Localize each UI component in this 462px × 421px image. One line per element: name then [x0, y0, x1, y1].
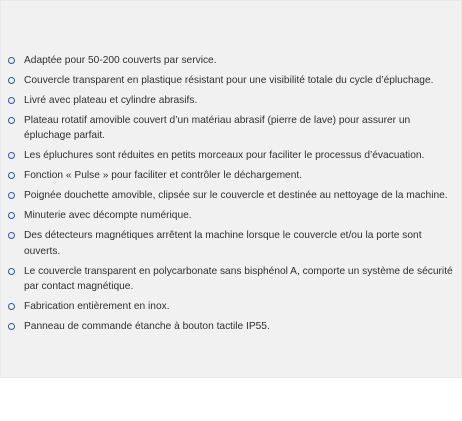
feature-item	[8, 228, 454, 259]
feature-item	[8, 264, 454, 295]
hollow-circle-icon	[8, 212, 15, 219]
feature-text: Minuterie avec décompte numérique.	[24, 210, 192, 222]
feature-item	[8, 148, 454, 163]
feature-item	[8, 53, 454, 68]
feature-text: Fonction « Pulse » pour faciliter et contrôler le déchargement.	[24, 170, 303, 182]
hollow-circle-icon	[8, 323, 15, 330]
hollow-circle-icon	[8, 97, 15, 104]
feature-item	[8, 73, 454, 88]
feature-text: Plateau rotatif amovible couvert d’un matériau abrasif (pierre de lave) pour assurer un épluchage parfait.	[24, 115, 411, 142]
hollow-circle-icon	[8, 152, 15, 159]
feature-item	[8, 319, 454, 334]
hollow-circle-icon	[8, 268, 15, 275]
hollow-circle-icon	[8, 303, 15, 310]
feature-item	[8, 93, 454, 108]
feature-item	[8, 113, 454, 144]
feature-text: Fabrication entièrement en inox.	[24, 301, 170, 313]
feature-item	[8, 208, 454, 223]
feature-text: Adaptée pour 50-200 couverts par service.	[24, 55, 217, 66]
feature-item	[8, 188, 454, 203]
feature-text: Livré avec plateau et cylindre abrasifs.	[24, 95, 198, 106]
hollow-circle-icon	[8, 232, 15, 239]
hollow-circle-icon	[8, 57, 15, 64]
feature-text: Couvercle transparent en plastique résistant pour une visibilité totale du cycle d’épluchage.	[24, 75, 434, 86]
feature-text: Le couvercle transparent en polycarbonate sans bisphénol A, comporte un système de sécurité par contact magnétique.	[24, 265, 453, 293]
hollow-circle-icon	[8, 192, 15, 199]
feature-text: Les épluchures sont réduites en petits morceaux pour faciliter le processus d’évacuation.	[24, 150, 425, 162]
hollow-circle-icon	[8, 117, 15, 124]
feature-item	[8, 168, 454, 183]
feature-item	[8, 299, 454, 314]
feature-text: Panneau de commande étanche à bouton tactile IP55.	[24, 321, 270, 333]
hollow-circle-icon	[8, 77, 15, 84]
feature-text: Des détecteurs magnétiques arrêtent la machine lorsque le couvercle et/ou la porte sont ouverts.	[24, 230, 422, 257]
feature-text: Poignée douchette amovible, clipsée sur le couvercle et destinée au nettoyage de la machine.	[24, 190, 448, 202]
hollow-circle-icon	[8, 172, 15, 179]
